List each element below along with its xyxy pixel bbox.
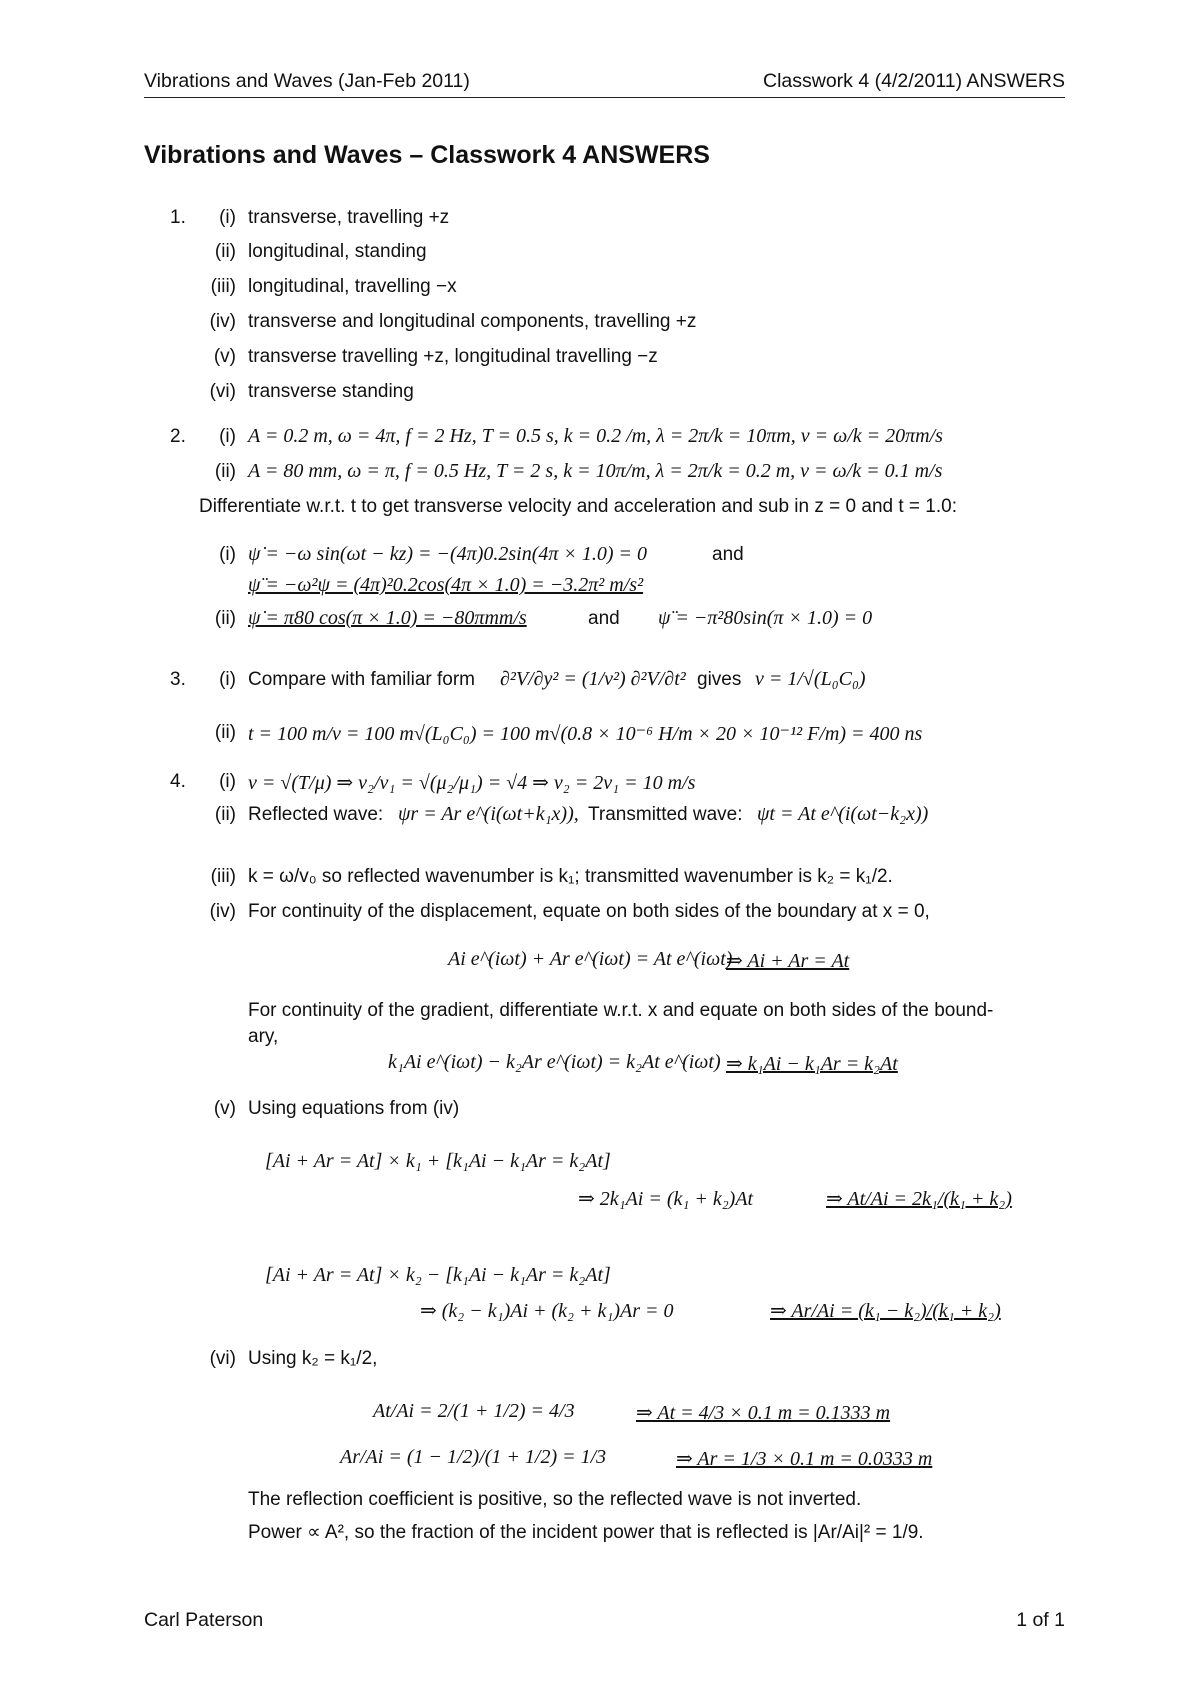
q4-ii-transmitted-eq: ψt = At e^(i(ωt−k₂x))	[757, 803, 929, 825]
q2-number: 2.	[170, 426, 186, 447]
q1-number: 1.	[170, 207, 186, 228]
q4-v-result4: ⇒ Ar/Ai = (k₁ − k₂)/(k₁ + k₂)	[770, 1300, 1001, 1322]
q4-v-eq2: ⇒ 2k₁Ai = (k₁ + k₂)At	[578, 1188, 754, 1210]
q2-ii-num: (ii)	[214, 461, 236, 482]
q4-vi-eq2: Ar/Ai = (1 − 1/2)/(1 + 1/2) = 1/3	[340, 1446, 607, 1468]
q4-vi-eq1: At/Ai = 2/(1 + 1/2) = 4/3	[373, 1400, 575, 1422]
q2-ii-text: A = 80 mm, ω = π, f = 0.5 Hz, T = 2 s, k = 10π/m, λ = 2π/k = 0.2 m, v = ω/k = 0.1 m/s	[248, 460, 943, 482]
q4-iv-result1: ⇒ Ai + Ar = At	[726, 950, 850, 972]
q4-iv-text2a: For continuity of the gradient, differentiate w.r.t. x and equate on both sides of the bound-	[248, 1000, 994, 1021]
q4-vi-num: (vi)	[209, 1348, 236, 1369]
header-left: Vibrations and Waves (Jan-Feb 2011)	[144, 70, 470, 92]
q2-d-ii-acceleration: ψ̈ = −π²80sin(π × 1.0) = 0	[658, 607, 873, 629]
q4-v-result2: ⇒ At/Ai = 2k₁/(k₁ + k₂)	[826, 1188, 1012, 1210]
q4-i-text: v = √(T/μ) ⇒ v₂/v₁ = √(μ₂/μ₁) = √4 ⇒ v₂ = 2v₁ = 10 m/s	[248, 772, 696, 794]
q2-d-ii-and: and	[588, 608, 620, 629]
q1-iv-num: (iv)	[209, 311, 236, 332]
q1-iv-text: transverse and longitudinal components, travelling +z	[248, 311, 697, 332]
q4-iv-eq2: k₁Ai e^(iωt) − k₂Ar e^(iωt) = k₂At e^(iωt)	[388, 1051, 721, 1073]
q3-wave-equation: ∂²V/∂y² = (1/v²) ∂²V/∂t²	[500, 668, 686, 690]
q4-vi-text3: Power ∝ A², so the fraction of the incident power that is reflected is |Ar/Ai|² = 1/9.	[248, 1522, 924, 1543]
q4-v-text: Using equations from (iv)	[248, 1098, 460, 1119]
q2-d-i-acceleration: ψ̈ = −ω²ψ = (4π)²0.2cos(4π × 1.0) = −3.2π² m/s²	[248, 574, 644, 596]
q4-iii-text: k = ω/v₀ so reflected wavenumber is k₁; transmitted wavenumber is k₂ = k₁/2.	[248, 866, 893, 887]
q4-iv-eq1: Ai e^(iωt) + Ar e^(iωt) = At e^(iωt)	[448, 948, 733, 970]
q3-i-text: Compare with familiar form	[248, 669, 475, 690]
q4-i-num: (i)	[219, 771, 236, 792]
q3-i-num: (i)	[219, 669, 236, 690]
q4-vi-text: Using k₂ = k₁/2,	[248, 1348, 378, 1369]
q2-differentiate-text: Differentiate w.r.t. t to get transverse velocity and acceleration and sub in z = 0 and t = 1.0:	[199, 496, 957, 517]
q3-i-gives: gives	[697, 669, 742, 690]
q3-ii-num: (ii)	[214, 722, 236, 743]
q4-iii-num: (iii)	[210, 866, 236, 887]
q1-v-text: transverse travelling +z, longitudinal travelling −z	[248, 346, 658, 367]
q4-v-eq3: [Ai + Ar = At] × k₂ − [k₁Ai − k₁Ar = k₂At]	[265, 1264, 611, 1286]
q1-iii-num: (iii)	[210, 276, 236, 297]
header-rule	[144, 97, 1065, 98]
q1-i-num: (i)	[219, 207, 236, 228]
q1-vi-num: (vi)	[209, 381, 236, 402]
q4-v-num: (v)	[213, 1098, 236, 1119]
q1-v-num: (v)	[213, 346, 236, 367]
q1-i-text: transverse, travelling +z	[248, 207, 450, 228]
header-right: Classwork 4 (4/2/2011) ANSWERS	[763, 70, 1065, 92]
q2-d-i-num: (i)	[219, 544, 236, 565]
footer-page-number: 1 of 1	[1016, 1609, 1065, 1631]
q4-v-eq1: [Ai + Ar = At] × k₁ + [k₁Ai − k₁Ar = k₂At]	[265, 1150, 611, 1172]
q4-iv-text2b: ary,	[248, 1026, 279, 1047]
q3-number: 3.	[170, 669, 186, 690]
q2-d-i-and: and	[712, 544, 744, 565]
page-title: Vibrations and Waves – Classwork 4 ANSWERS	[144, 141, 710, 169]
q4-iv-result2: ⇒ k₁Ai − k₁Ar = k₂At	[726, 1053, 898, 1075]
q1-vi-text: transverse standing	[248, 381, 414, 402]
q4-vi-result1: ⇒ At = 4/3 × 0.1 m = 0.1333 m	[636, 1402, 891, 1424]
q3-velocity-formula: v = 1/√(L₀C₀)	[755, 668, 866, 690]
q4-ii-reflected-eq: ψr = Ar e^(i(ωt+k₁x)),	[398, 803, 579, 825]
q3-ii-text: t = 100 m/v = 100 m√(L₀C₀) = 100 m√(0.8 × 10⁻⁶ H/m × 20 × 10⁻¹² F/m) = 400 ns	[248, 723, 923, 745]
q2-i-text: A = 0.2 m, ω = 4π, f = 2 Hz, T = 0.5 s, k = 0.2 /m, λ = 2π/k = 10πm, v = ω/k = 20πm/s	[248, 425, 943, 447]
q2-d-ii-velocity: ψ̇ = π80 cos(π × 1.0) = −80πmm/s	[248, 607, 527, 629]
q4-iv-num: (iv)	[209, 901, 236, 922]
q4-iv-text: For continuity of the displacement, equate on both sides of the boundary at x = 0,	[248, 901, 930, 922]
q4-ii-reflected-label: Reflected wave:	[248, 804, 384, 825]
q4-v-eq4: ⇒ (k₂ − k₁)Ai + (k₂ + k₁)Ar = 0	[420, 1300, 674, 1322]
q4-number: 4.	[170, 771, 186, 792]
footer-author: Carl Paterson	[144, 1609, 264, 1631]
q4-vi-result2: ⇒ Ar = 1/3 × 0.1 m = 0.0333 m	[676, 1448, 933, 1470]
q1-iii-text: longitudinal, travelling −x	[248, 276, 457, 297]
q2-i-num: (i)	[219, 426, 236, 447]
q4-ii-num: (ii)	[214, 804, 236, 825]
q2-d-i-velocity: ψ̇ = −ω sin(ωt − kz) = −(4π)0.2sin(4π × 1.0) = 0	[248, 543, 648, 565]
q4-vi-text2: The reflection coefficient is positive, so the reflected wave is not inverted.	[248, 1489, 862, 1510]
q2-d-ii-num: (ii)	[214, 608, 236, 629]
q1-ii-text: longitudinal, standing	[248, 241, 427, 262]
q1-ii-num: (ii)	[214, 241, 236, 262]
q4-ii-transmitted-label: Transmitted wave:	[588, 804, 743, 825]
